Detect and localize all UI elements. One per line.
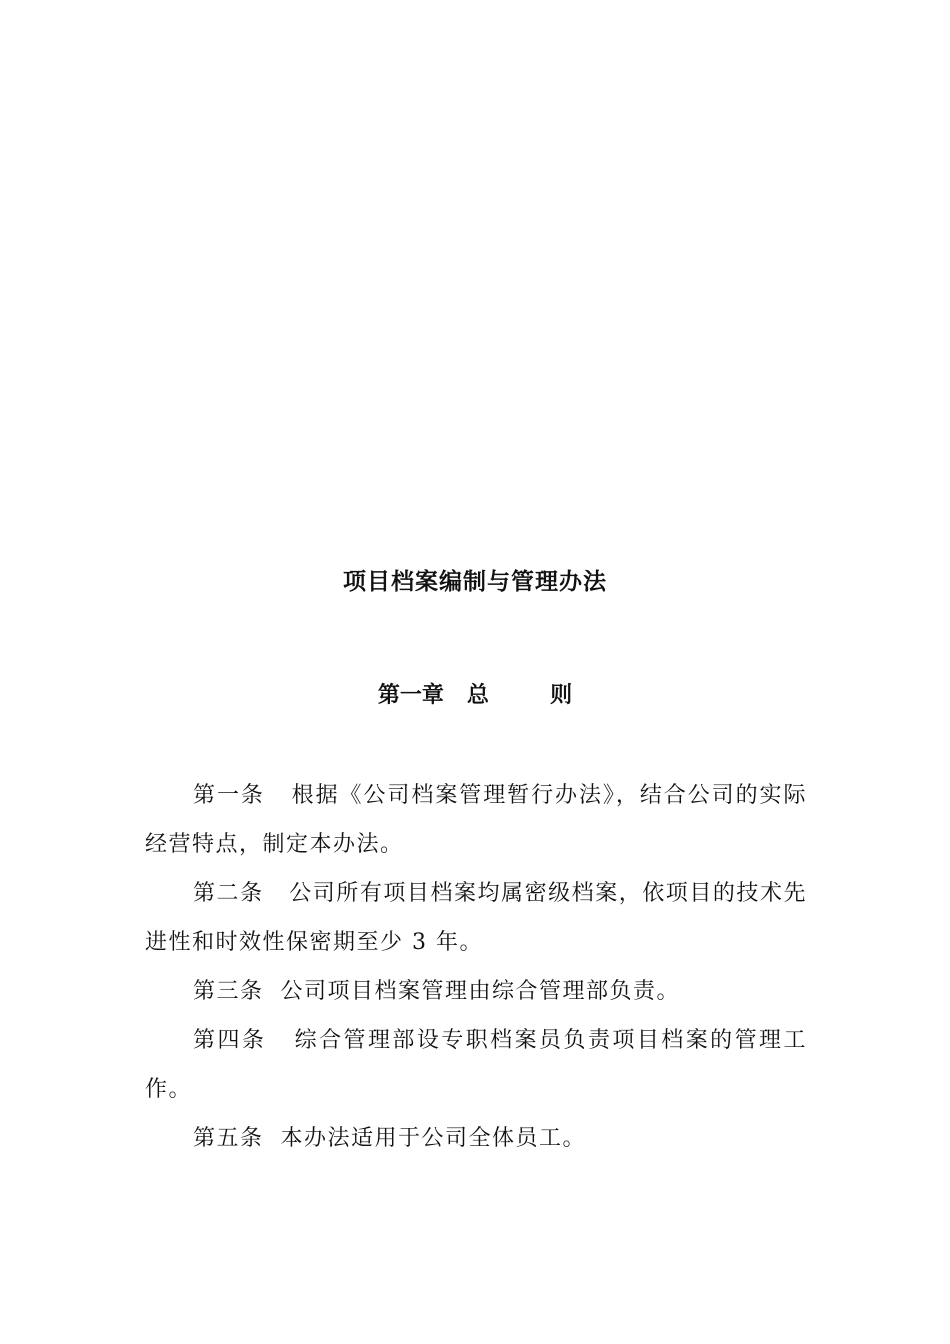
article-text: 公司项目档案管理由综合管理部负责。: [280, 979, 681, 1004]
article-text: 公司所有项目档案均属密级档案，依项目的技术先进性和时效性保密期至少 3 年。: [145, 881, 807, 955]
article-2: [145, 869, 807, 967]
article-3: [145, 967, 807, 1016]
article-4: [145, 1016, 807, 1114]
document-title: 项目档案编制与管理办法: [343, 569, 607, 595]
article-number: 第三条: [193, 979, 264, 1004]
articles-section: [145, 771, 807, 1163]
chapter-name-second: 则: [550, 683, 573, 708]
article-1: [145, 771, 807, 869]
chapter-heading: [0, 677, 950, 715]
article-number: 第四条: [193, 1028, 267, 1053]
article-5: [145, 1114, 807, 1163]
chapter-label: 第一章: [377, 683, 444, 708]
article-number: 第一条: [193, 783, 265, 808]
article-text: 本办法适用于公司全体员工。: [280, 1126, 587, 1151]
article-text: 综合管理部设专职档案员负责项目档案的管理工作。: [145, 1028, 807, 1102]
article-text: 根据《公司档案管理暂行办法》，结合公司的实际经营特点，制定本办法。: [145, 783, 807, 857]
article-number: 第二条: [193, 881, 264, 906]
chapter-name-first: 总: [466, 683, 489, 708]
article-number: 第五条: [193, 1126, 264, 1151]
